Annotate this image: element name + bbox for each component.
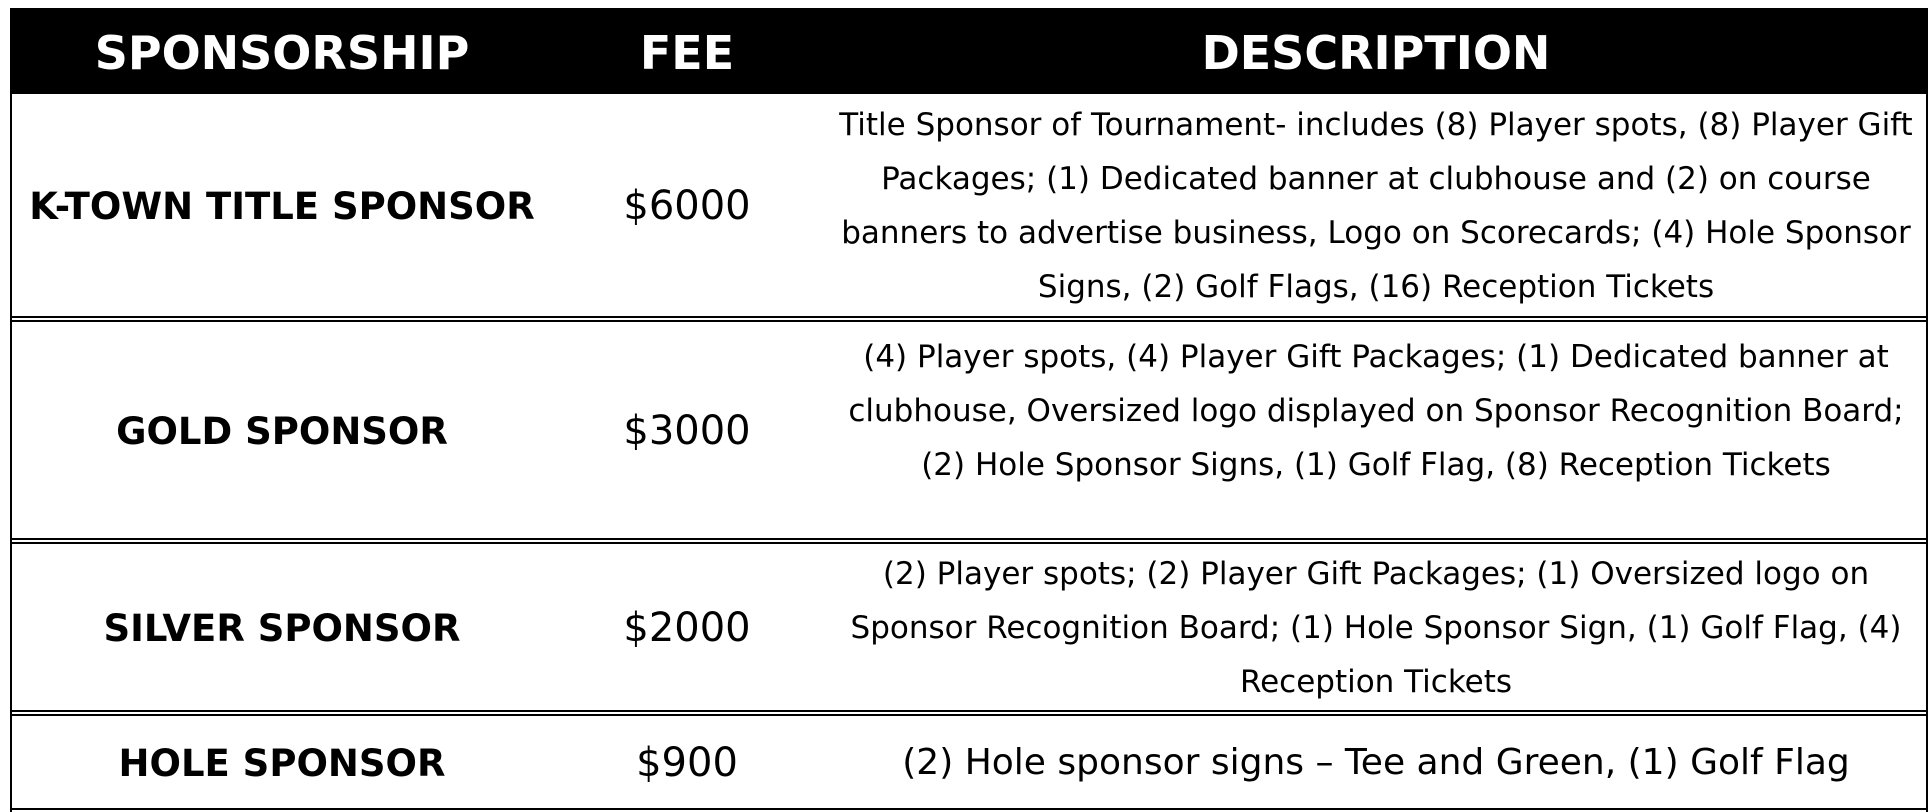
sponsor-level: K-TOWN TITLE SPONSOR: [29, 184, 535, 228]
table-row: [12, 716, 1926, 810]
sponsor-fee: $900: [636, 740, 738, 786]
header-description: DESCRIPTION: [1201, 26, 1551, 80]
row-divider: [12, 808, 1926, 812]
sponsor-fee: $3000: [623, 408, 751, 454]
header-sponsorship: SPONSORSHIP: [94, 26, 470, 80]
table-row: [12, 544, 1926, 712]
table-row: [12, 322, 1926, 540]
sponsor-description: (2) Player spots; (2) Player Gift Packages; (1) Oversized logo on Sponsor Recognition Board; (1) Hole Sponsor Sign, (1) Golf Flag, (4) Reception Tickets: [850, 556, 1902, 700]
sponsor-description: (4) Player spots, (4) Player Gift Packages; (1) Dedicated banner at clubhouse, Oversized logo displayed on Sponsor Recognition Board; (2) Hole Sponsor Signs, (1) Golf Flag, (8) Reception Tickets: [848, 339, 1904, 483]
sponsorship-table: [10, 8, 1928, 812]
sponsor-description: (2) Hole sponsor signs – Tee and Green, (1) Golf Flag: [902, 742, 1850, 783]
sponsor-level: HOLE SPONSOR: [118, 741, 446, 785]
table-header: [12, 8, 1926, 94]
sponsor-level: SILVER SPONSOR: [103, 606, 461, 650]
sponsor-level: GOLD SPONSOR: [116, 409, 448, 453]
sponsor-fee: $6000: [623, 183, 751, 229]
sponsor-fee: $2000: [623, 605, 751, 651]
table-row: [12, 94, 1926, 318]
header-fee: FEE: [639, 26, 735, 80]
sponsor-description: Title Sponsor of Tournament- includes (8) Player spots, (8) Player Gift Packages; (1) Dedicated banner at clubhouse and (2) on course banners to advertise business, Logo on Scorecards; (4) Hole Sponsor Signs, (2) Golf Flags, (16) Reception Tickets: [839, 107, 1913, 305]
